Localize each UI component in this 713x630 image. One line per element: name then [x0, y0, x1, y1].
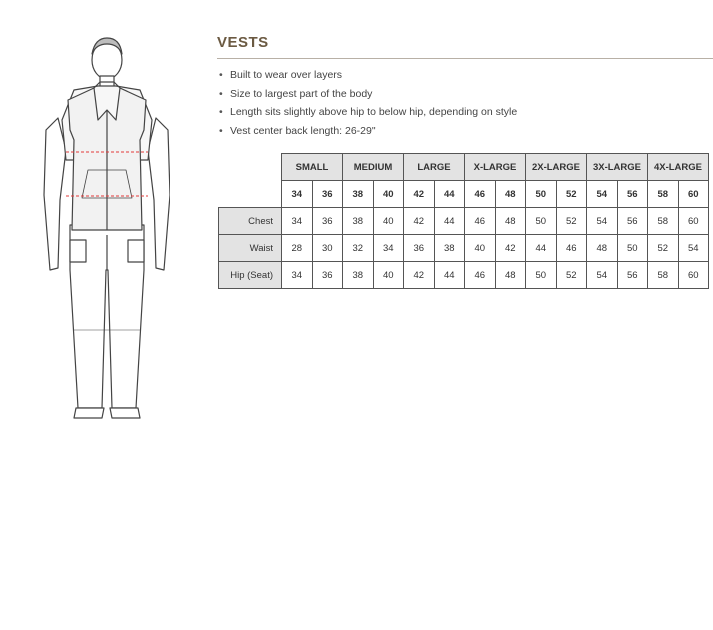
table-cell: 46	[556, 235, 587, 262]
table-cell: 40	[373, 262, 404, 289]
feature-item: • Length sits slightly above hip to below hip, depending on style	[217, 103, 517, 122]
table-cell: 60	[678, 208, 709, 235]
table-cell: 50	[617, 235, 648, 262]
table-cell: 38	[434, 235, 465, 262]
table-cell: 52	[556, 208, 587, 235]
table-cell: 52	[648, 235, 679, 262]
table-cell: 54	[678, 235, 709, 262]
table-cell: 60	[678, 262, 709, 289]
size-number-row	[219, 181, 709, 208]
size-group-3x-large: 3X-LARGE	[587, 154, 648, 181]
size-number-cell: 40	[373, 181, 404, 208]
table-cell: 48	[587, 235, 618, 262]
size-group-row	[219, 154, 709, 181]
table-cell: 56	[617, 208, 648, 235]
size-chart-table	[218, 153, 709, 289]
size-number-cell: 48	[495, 181, 526, 208]
table-cell: 38	[343, 208, 374, 235]
title-divider	[217, 58, 713, 59]
size-number-cell: 42	[404, 181, 435, 208]
size-number-cell: 56	[617, 181, 648, 208]
size-number-cell: 34	[282, 181, 313, 208]
feature-item: • Size to largest part of the body	[217, 85, 517, 104]
table-cell: 42	[495, 235, 526, 262]
table-cell: 44	[526, 235, 557, 262]
size-group-2x-large: 2X-LARGE	[526, 154, 587, 181]
size-number-cell: 50	[526, 181, 557, 208]
measurement-row-hip	[219, 262, 709, 289]
size-group-small: SMALL	[282, 154, 343, 181]
table-cell: 48	[495, 262, 526, 289]
table-cell: 50	[526, 208, 557, 235]
table-cell: 36	[312, 208, 343, 235]
table-cell: 34	[373, 235, 404, 262]
row-label-chest: Chest	[219, 208, 282, 235]
table-cell: 44	[434, 262, 465, 289]
feature-item: • Vest center back length: 26-29"	[217, 122, 517, 141]
page-title: VESTS	[217, 34, 269, 51]
size-group-large: LARGE	[404, 154, 465, 181]
table-cell: 54	[587, 262, 618, 289]
table-cell: 36	[404, 235, 435, 262]
table-cell: 28	[282, 235, 313, 262]
blank-corner-cell	[219, 154, 282, 181]
measurement-row-waist	[219, 235, 709, 262]
table-cell: 56	[617, 262, 648, 289]
table-cell: 58	[648, 208, 679, 235]
row-label-waist: Waist	[219, 235, 282, 262]
table-cell: 46	[465, 208, 496, 235]
blank-corner-cell	[219, 181, 282, 208]
table-cell: 58	[648, 262, 679, 289]
feature-item: • Built to wear over layers	[217, 66, 517, 85]
size-number-cell: 52	[556, 181, 587, 208]
table-cell: 54	[587, 208, 618, 235]
size-group-x-large: X-LARGE	[465, 154, 526, 181]
size-number-cell: 54	[587, 181, 618, 208]
row-label-hip: Hip (Seat)	[219, 262, 282, 289]
size-number-cell: 36	[312, 181, 343, 208]
table-cell: 44	[434, 208, 465, 235]
table-cell: 34	[282, 208, 313, 235]
table-cell: 46	[465, 262, 496, 289]
size-group-4x-large: 4X-LARGE	[648, 154, 709, 181]
table-cell: 40	[373, 208, 404, 235]
measurement-row-chest	[219, 208, 709, 235]
table-cell: 50	[526, 262, 557, 289]
table-cell: 42	[404, 208, 435, 235]
table-cell: 36	[312, 262, 343, 289]
table-cell: 38	[343, 262, 374, 289]
table-cell: 48	[495, 208, 526, 235]
size-number-cell: 60	[678, 181, 709, 208]
size-number-cell: 58	[648, 181, 679, 208]
size-group-medium: MEDIUM	[343, 154, 404, 181]
table-cell: 52	[556, 262, 587, 289]
figure-illustration	[40, 30, 170, 430]
size-number-cell: 38	[343, 181, 374, 208]
feature-list	[217, 66, 517, 140]
table-cell: 42	[404, 262, 435, 289]
size-number-cell: 46	[465, 181, 496, 208]
table-cell: 40	[465, 235, 496, 262]
size-number-cell: 44	[434, 181, 465, 208]
table-cell: 32	[343, 235, 374, 262]
table-cell: 30	[312, 235, 343, 262]
table-cell: 34	[282, 262, 313, 289]
